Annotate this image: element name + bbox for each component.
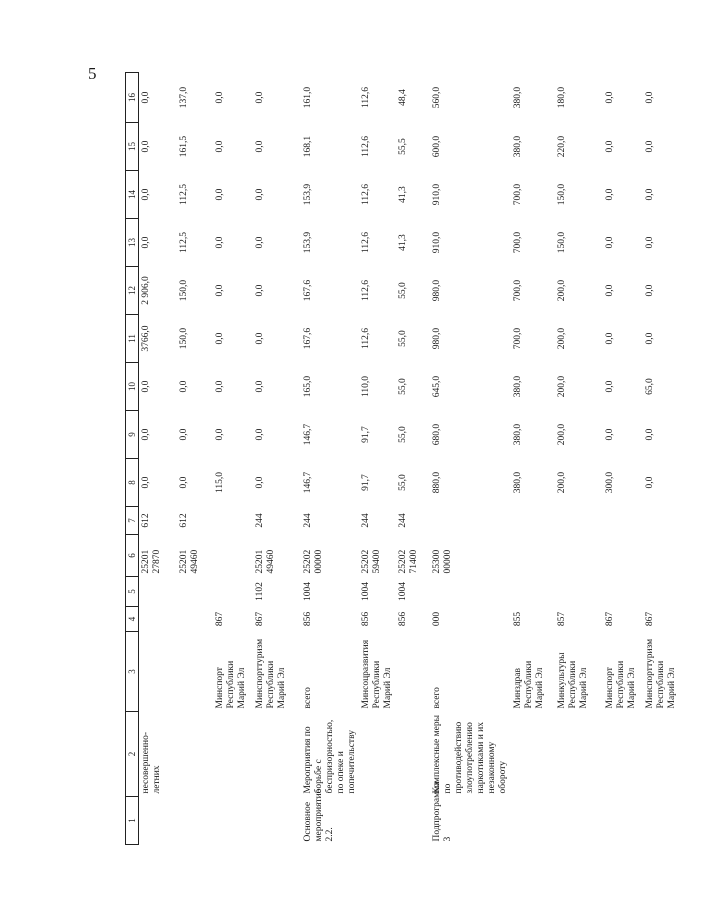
executor-cell [396, 632, 430, 712]
executor-cell: всего [302, 687, 313, 709]
value-cell: 0,0 [141, 91, 152, 104]
value-cell: 700,0 [512, 327, 523, 350]
program-cell [177, 797, 213, 845]
grbs-cell: 855 [512, 611, 523, 627]
value-cell: 55,0 [398, 282, 409, 299]
value-cell: 150,0 [178, 279, 189, 302]
grbs-cell [177, 607, 213, 632]
value-cell: 55,0 [398, 330, 409, 347]
value-cell: 150,0 [178, 327, 189, 350]
value-cell: 180,0 [556, 86, 567, 109]
executor-cell [177, 632, 213, 712]
name-cell [177, 712, 213, 797]
csr-cell: 25202 59400 [361, 549, 383, 574]
value-cell: 645,0 [432, 375, 443, 398]
program-cell [359, 797, 396, 845]
header-cell: 4 [126, 607, 139, 632]
name-cell [359, 712, 396, 797]
value-cell: 380,0 [512, 471, 523, 494]
value-cell: 0,0 [214, 188, 225, 201]
table-row [511, 73, 555, 845]
value-cell: 220,0 [556, 135, 567, 158]
value-cell: 700,0 [512, 231, 523, 254]
value-cell: 380,0 [512, 375, 523, 398]
value-cell: 0,0 [254, 188, 265, 201]
program-cell [603, 797, 643, 845]
table-body [126, 73, 707, 845]
grbs-cell: 867 [644, 611, 655, 627]
rzpr-cell [430, 577, 510, 607]
executor-cell [139, 632, 177, 712]
value-cell: 112,6 [361, 279, 372, 302]
value-cell: 0,0 [644, 476, 655, 489]
value-cell: 112,6 [361, 135, 372, 158]
header-cell: 8 [126, 459, 139, 507]
header-cell: 15 [126, 123, 139, 171]
csr-cell [511, 535, 555, 577]
value-cell: 0,0 [604, 284, 615, 297]
value-cell: 161,0 [302, 86, 313, 109]
value-cell: 0,0 [178, 476, 189, 489]
value-cell: 41,3 [398, 234, 409, 251]
value-cell: 55,0 [398, 474, 409, 491]
header-cell: 9 [126, 411, 139, 459]
vr-cell: 244 [302, 513, 313, 528]
value-cell: 55,0 [398, 378, 409, 395]
value-cell: 700,0 [512, 183, 523, 206]
csr-cell [213, 535, 253, 577]
vr-cell [213, 507, 253, 535]
vr-cell [555, 507, 603, 535]
value-cell: 0,0 [141, 188, 152, 201]
value-cell: 48,4 [398, 89, 409, 106]
value-cell: 55,5 [398, 138, 409, 155]
name-cell [253, 712, 301, 797]
csr-cell: 25300 00000 [432, 549, 454, 574]
value-cell: 0,0 [644, 284, 655, 297]
value-cell: 0,0 [644, 140, 655, 153]
value-cell: 55,0 [398, 426, 409, 443]
table-row [253, 73, 301, 845]
name-cell [555, 712, 603, 797]
name-cell: Мероприятия по борьбе с беспризорностью, по опеке и попечительству [302, 719, 357, 794]
value-cell: 112,6 [361, 183, 372, 206]
rzpr-cell [555, 577, 603, 607]
value-cell: 700,0 [512, 279, 523, 302]
grbs-cell [139, 607, 177, 632]
value-cell: 910,0 [432, 183, 443, 206]
table-row [643, 73, 707, 845]
header-cell: 7 [126, 507, 139, 535]
executor-cell: Минздрав Республики Марий Эл [512, 660, 545, 709]
header-cell: 3 [126, 632, 139, 712]
value-cell: 200,0 [556, 471, 567, 494]
program-cell [511, 797, 555, 845]
rzpr-cell [213, 577, 253, 607]
value-cell: 137,0 [178, 86, 189, 109]
value-cell: 0,0 [214, 332, 225, 345]
value-cell: 0,0 [604, 140, 615, 153]
page-number: 5 [88, 64, 97, 83]
value-cell: 167,6 [302, 327, 313, 350]
program-cell [139, 797, 177, 845]
executor-cell: Минспорттуризм Республики Марий Эл [254, 638, 287, 709]
table-row [555, 73, 603, 845]
vr-cell [511, 507, 555, 535]
value-cell: 0,0 [604, 428, 615, 441]
value-cell: 167,6 [302, 279, 313, 302]
value-cell: 112,6 [361, 327, 372, 350]
table-row [139, 73, 177, 845]
value-cell: 0,0 [254, 284, 265, 297]
value-cell: 146,7 [302, 471, 313, 494]
executor-cell: всего [432, 687, 443, 709]
header-cell: 10 [126, 363, 139, 411]
value-cell: 0,0 [604, 380, 615, 393]
csr-cell: 25201 27870 [141, 549, 163, 574]
value-cell: 600,0 [432, 135, 443, 158]
csr-cell [555, 535, 603, 577]
value-cell: 0,0 [254, 236, 265, 249]
header-cell: 5 [126, 577, 139, 607]
value-cell: 0,0 [141, 428, 152, 441]
program-cell [643, 797, 707, 845]
rzpr-cell [603, 577, 643, 607]
header-cell: 12 [126, 267, 139, 315]
grbs-cell: 867 [254, 611, 265, 627]
value-cell: 91,7 [361, 474, 372, 491]
value-cell: 0,0 [214, 380, 225, 393]
value-cell: 153,9 [302, 231, 313, 254]
value-cell: 0,0 [214, 236, 225, 249]
header-row [126, 73, 139, 845]
value-cell: 0,0 [604, 91, 615, 104]
value-cell: 200,0 [556, 375, 567, 398]
budget-table [125, 72, 707, 845]
rotated-table-block [125, 75, 677, 845]
grbs-cell: 867 [604, 611, 615, 627]
header-cell: 13 [126, 219, 139, 267]
value-cell: 0,0 [141, 140, 152, 153]
value-cell: 65,0 [644, 378, 655, 395]
name-cell: Комплексные меры по противодействию злоупотреблению наркотиками и их незаконному обороту [432, 714, 508, 794]
rzpr-cell [643, 577, 707, 607]
vr-cell: 612 [141, 513, 152, 528]
value-cell: 0,0 [214, 428, 225, 441]
table-row [359, 73, 396, 845]
rzpr-cell: 1004 [361, 582, 372, 601]
header-cell: 1 [126, 797, 139, 845]
program-cell [213, 797, 253, 845]
value-cell: 880,0 [432, 471, 443, 494]
name-cell [603, 712, 643, 797]
value-cell: 0,0 [644, 236, 655, 249]
name-cell [643, 712, 707, 797]
csr-cell: 25201 49460 [254, 549, 276, 574]
value-cell: 150,0 [556, 183, 567, 206]
vr-cell: 244 [254, 513, 265, 528]
value-cell: 0,0 [254, 428, 265, 441]
name-cell [213, 712, 253, 797]
table-row [177, 73, 213, 845]
table-row [603, 73, 643, 845]
program-cell [396, 797, 430, 845]
value-cell: 112,6 [361, 231, 372, 254]
executor-cell: Минспорттуризм Республики Марий Эл [644, 638, 677, 709]
rzpr-cell: 1004 [302, 582, 313, 601]
csr-cell: 25202 71400 [398, 549, 420, 574]
rzpr-cell: 1102 [254, 582, 265, 601]
vr-cell [603, 507, 643, 535]
value-cell: 2 906,0 [141, 276, 152, 305]
value-cell: 0,0 [178, 380, 189, 393]
csr-cell [643, 535, 707, 577]
value-cell: 0,0 [254, 91, 265, 104]
value-cell: 0,0 [254, 380, 265, 393]
value-cell: 150,0 [556, 231, 567, 254]
name-cell [511, 712, 555, 797]
csr-cell: 25202 00000 [302, 549, 324, 574]
table-row [396, 73, 430, 845]
value-cell: 0,0 [254, 476, 265, 489]
value-cell: 41,3 [398, 186, 409, 203]
value-cell: 200,0 [556, 279, 567, 302]
value-cell: 980,0 [432, 279, 443, 302]
value-cell: 0,0 [644, 332, 655, 345]
grbs-cell: 856 [302, 611, 313, 627]
grbs-cell: 000 [432, 611, 443, 627]
executor-cell: Минсоцразвития Республики Марий Эл [361, 639, 394, 709]
grbs-cell: 856 [398, 611, 409, 627]
csr-cell [603, 535, 643, 577]
value-cell: 0,0 [644, 428, 655, 441]
rzpr-cell [511, 577, 555, 607]
value-cell: 0,0 [141, 380, 152, 393]
program-cell: Основное мероприятие 2.2. [302, 789, 335, 842]
grbs-cell: 856 [361, 611, 372, 627]
value-cell: 300,0 [604, 471, 615, 494]
value-cell: 0,0 [644, 188, 655, 201]
value-cell: 168,1 [302, 135, 313, 158]
table-row [430, 73, 510, 845]
value-cell: 0,0 [604, 188, 615, 201]
value-cell: 0,0 [254, 332, 265, 345]
value-cell: 3766,0 [141, 325, 152, 352]
value-cell: 0,0 [214, 91, 225, 104]
value-cell: 0,0 [644, 91, 655, 104]
header-cell: 11 [126, 315, 139, 363]
table-row [213, 73, 253, 845]
header-cell: 2 [126, 712, 139, 797]
value-cell: 0,0 [254, 140, 265, 153]
value-cell: 112,5 [178, 183, 189, 206]
value-cell: 380,0 [512, 86, 523, 109]
rzpr-cell [139, 577, 177, 607]
value-cell: 161,5 [178, 135, 189, 158]
value-cell: 0,0 [141, 236, 152, 249]
name-cell [396, 712, 430, 797]
executor-cell: Минспорт Республики Марий Эл [214, 660, 247, 709]
value-cell: 380,0 [512, 135, 523, 158]
value-cell: 0,0 [141, 476, 152, 489]
value-cell: 0,0 [178, 428, 189, 441]
value-cell: 0,0 [604, 236, 615, 249]
value-cell: 91,7 [361, 426, 372, 443]
value-cell: 165,0 [302, 375, 313, 398]
vr-cell [430, 507, 510, 535]
vr-cell [643, 507, 707, 535]
value-cell: 146,7 [302, 423, 313, 446]
value-cell: 110,0 [361, 375, 372, 398]
value-cell: 153,9 [302, 183, 313, 206]
value-cell: 112,5 [178, 231, 189, 254]
name-cell: несовершенно-летних [141, 731, 163, 794]
csr-cell: 25201 49460 [178, 549, 200, 574]
vr-cell: 612 [178, 513, 189, 528]
value-cell: 112,6 [361, 86, 372, 109]
value-cell: 0,0 [214, 140, 225, 153]
vr-cell: 244 [361, 513, 372, 528]
value-cell: 910,0 [432, 231, 443, 254]
header-cell: 6 [126, 535, 139, 577]
program-cell: Подпрограмма 3 [432, 781, 454, 842]
value-cell: 560,0 [432, 86, 443, 109]
value-cell: 980,0 [432, 327, 443, 350]
value-cell: 0,0 [604, 332, 615, 345]
header-cell: 16 [126, 73, 139, 123]
header-cell: 14 [126, 171, 139, 219]
value-cell: 115,0 [214, 471, 225, 494]
table-row [301, 73, 360, 845]
vr-cell: 244 [398, 513, 409, 528]
value-cell: 200,0 [556, 423, 567, 446]
program-cell [555, 797, 603, 845]
rzpr-cell: 1004 [398, 582, 409, 601]
value-cell: 680,0 [432, 423, 443, 446]
program-cell [253, 797, 301, 845]
value-cell: 200,0 [556, 327, 567, 350]
grbs-cell: 857 [556, 611, 567, 627]
executor-cell: Минкультуры Республики Марий Эл [556, 652, 589, 709]
value-cell: 380,0 [512, 423, 523, 446]
rzpr-cell [177, 577, 213, 607]
grbs-cell: 867 [214, 611, 225, 627]
executor-cell: Минспорт Республики Марий Эл [604, 660, 637, 709]
value-cell: 0,0 [214, 284, 225, 297]
